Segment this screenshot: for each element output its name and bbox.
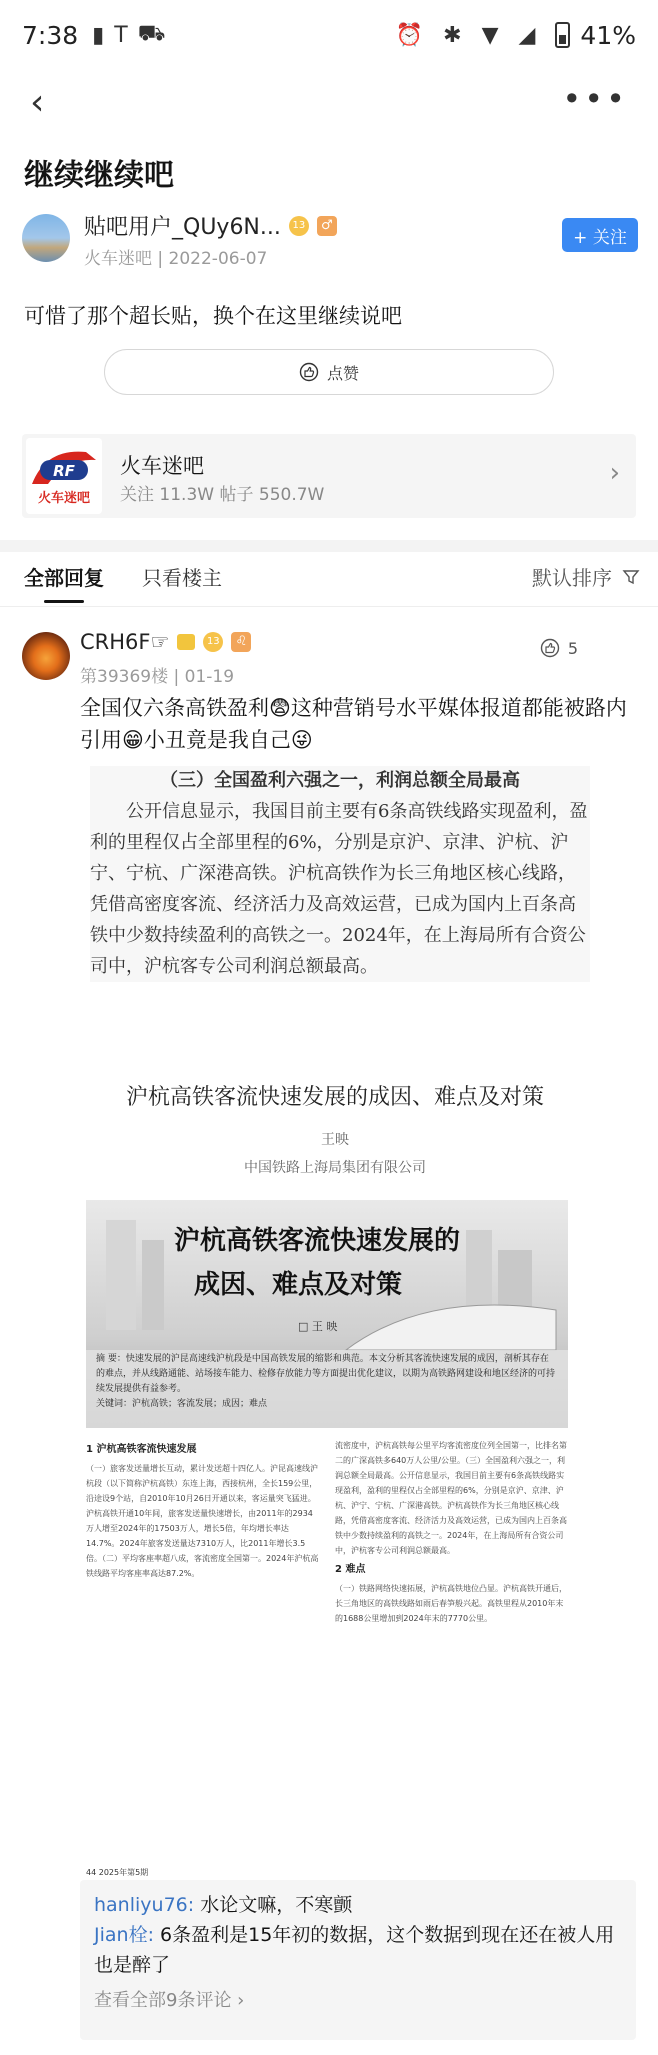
- section-divider: [0, 540, 658, 552]
- reply-author-row: [80, 630, 251, 654]
- gender-icon: ♂: [317, 216, 337, 236]
- avatar[interactable]: [22, 632, 70, 680]
- thumbs-up-icon: [540, 638, 560, 658]
- article-col-left-text: （一）旅客发送量增长互动，累计发送超十四亿人。沪昆高速线沪杭段（以下简称沪杭高铁）东连上海，西接杭州，全长159公里，沿途设9个站，自2010年10月26日开通以来，客运量突飞猛进。沪杭高铁开通10年间，旅客发送量快速增长，由2011年的2934万人增至2024年的17503万人，增长5倍，年均增长率达14.7%。2024年旅客发送量达7310万人，比2011年增长3.5倍。（二）平均客座率超八成，客流密度全国第一。2024年沪杭高铁线路平均客座率高达87.2%。: [86, 1464, 319, 1578]
- sub-comment-text: 6条盈利是15年初的数据，这个数据到现在还在被人用也是醉了: [94, 1924, 615, 1976]
- article-org: 中国铁路上海局集团有限公司: [244, 1160, 426, 1176]
- post-title: 继续继续吧: [24, 158, 174, 193]
- thumbs-up-icon: [299, 362, 319, 382]
- like-button[interactable]: [104, 349, 554, 395]
- article-page-label: 44 2025年第5期: [86, 1868, 149, 1877]
- reply-like-count: 5: [567, 638, 578, 658]
- reply-date: 01-19: [184, 667, 235, 687]
- avatar[interactable]: [22, 214, 70, 262]
- tab-op-only[interactable]: 只看楼主: [142, 566, 222, 590]
- author-name-row: [84, 210, 337, 241]
- sub-comment-user[interactable]: Jian栓: [94, 1924, 148, 1946]
- article-banner: [86, 1200, 568, 1428]
- forum-stats: 关注 11.3W 帖子 550.7W: [120, 485, 325, 505]
- article-image[interactable]: [80, 1068, 590, 1878]
- article-columns: [86, 1438, 568, 1626]
- banner-title-1: 沪杭高铁客流快速发展的: [174, 1226, 461, 1256]
- tab-all-replies[interactable]: 全部回复: [24, 566, 104, 590]
- reply-meta: [80, 662, 234, 687]
- level-badge: 13: [203, 632, 223, 652]
- more-options-icon[interactable]: •••: [562, 80, 628, 118]
- reply-tabs: [0, 552, 658, 607]
- post-body: 可惜了那个超长贴，换个在这里继续说吧: [24, 304, 402, 328]
- bluetooth-icon: ✱: [443, 22, 462, 48]
- clock: 7:38: [22, 20, 79, 50]
- chevron-right-icon: ›: [609, 458, 620, 488]
- active-tab-indicator: [44, 600, 84, 603]
- forum-card[interactable]: [22, 434, 636, 518]
- view-all-comments-link[interactable]: 查看全部9条评论 ›: [94, 1990, 245, 2011]
- article-title: 沪杭高铁客流快速发展的成因、难点及对策: [125, 1085, 544, 1110]
- article-col-right-text: 流密度中，沪杭高铁每公里平均客流密度位列全国第一，比排名第二的广深高铁多640万人公里/公里。（三）全国盈利六强之一，利润总额全局最高。公开信息显示，我国目前主要有6条高铁线路实现盈利，盈利的里程仅占全部里程的6%，分别是京沪、京津、沪杭、沪宁、宁杭、广深港高铁。沪杭高铁作为长三角地区核心线路，凭借高密度客流、经济活力及高效运营，已成为国内上百条高铁中少数持续盈利的高铁之一。2024年，在上海局所有合资公司中，沪杭客专公司利润总额最高。: [335, 1441, 567, 1555]
- reply-text: 全国仅六条高铁盈利😨这种营销号水平媒体报道都能被路内引用😁小丑竟是我自己😜: [80, 696, 627, 752]
- vip-badge-icon: [177, 634, 195, 650]
- article-col-right: [335, 1438, 568, 1626]
- article-col-right-text-2: （一）铁路网络快速拓展，沪杭高铁地位凸显。沪杭高铁开通后，长三角地区的高铁线路如雨后春笋般兴起。高铁里程从2010年末的1688公里增加到2024年末的7770公里。: [335, 1584, 567, 1623]
- battery-icon: [555, 22, 570, 48]
- sub-comment[interactable]: hanliyu76: 水论文嘛，不寒颤: [94, 1894, 353, 1916]
- sub-comment-text: 水论文嘛，不寒颤: [200, 1894, 353, 1916]
- excerpt-heading: （三）全国盈利六强之一，利润总额全局最高: [160, 770, 520, 791]
- post-author-row: [22, 210, 638, 270]
- article-col-left: [86, 1438, 319, 1626]
- sim-icon: ▮: [92, 22, 105, 48]
- level-badge: 13: [289, 216, 309, 236]
- like-label: 点赞: [326, 363, 359, 383]
- article-abstract: 摘 要：快速发展的沪昆高速线沪杭段是中国高铁发展的缩影和典范。本文分析其客流快速发展的成因，剖析其存在的难点，并从线路通能、站场接车能力、检修存放能力等方面提出优化建议，以期为高铁路网建设和地区经济的可持续发展提供有益参考。: [96, 1354, 556, 1394]
- signal-icon: ◢: [518, 22, 536, 48]
- article-author: 王映: [321, 1132, 349, 1148]
- sort-dropdown[interactable]: [532, 562, 640, 591]
- forum-logo: [26, 438, 102, 514]
- excerpt-image[interactable]: [90, 766, 590, 982]
- wifi-icon: ▼: [481, 22, 499, 48]
- article-section-heading: 1 沪杭高铁客流快速发展: [86, 1444, 197, 1455]
- sub-comments: [80, 1880, 636, 2040]
- status-bar: [0, 0, 658, 70]
- reply-like-button[interactable]: [540, 638, 578, 658]
- article-section-heading: 2 难点: [335, 1564, 366, 1575]
- forum-logo-image: [26, 438, 102, 514]
- alarm-icon: ⏰: [395, 22, 424, 48]
- meta-divider: |: [173, 667, 185, 687]
- follow-button[interactable]: + 关注: [562, 218, 638, 252]
- sub-comment-user[interactable]: hanliyu76: [94, 1894, 188, 1916]
- sort-label: 默认排序: [532, 566, 612, 590]
- forum-logo-text: RF: [53, 462, 75, 480]
- reply-author-name[interactable]: CRH6F☞: [80, 630, 170, 654]
- forum-logo-caption: 火车迷吧: [37, 491, 91, 506]
- post-date: 2022-06-07: [168, 249, 268, 269]
- forum-tag[interactable]: 火车迷吧: [84, 249, 152, 269]
- author-meta: [84, 244, 267, 269]
- author-name[interactable]: 贴吧用户_QUy6N...: [84, 215, 281, 240]
- tesla-icon: T: [114, 22, 128, 48]
- banner-title-2: 成因、难点及对策: [194, 1270, 403, 1300]
- banner-author: □ 王 映: [298, 1320, 338, 1333]
- floor-number: 第39369楼: [80, 667, 169, 687]
- back-arrow-icon[interactable]: ‹: [30, 82, 45, 123]
- article-keywords: 关键词：沪杭高铁；客流发展；成因；难点: [96, 1399, 268, 1409]
- forum-name: 火车迷吧: [120, 454, 204, 478]
- nav-bar: [0, 72, 658, 138]
- gender-icon: ♌: [231, 632, 251, 652]
- filter-icon: [622, 568, 640, 586]
- meta-divider: |: [157, 249, 169, 269]
- car-icon: ⛟: [137, 21, 166, 46]
- sub-comment[interactable]: Jian栓: 6条盈利是15年初的数据，这个数据到现在还在被人用也是醉了: [94, 1924, 615, 1976]
- battery-level: 41%: [580, 20, 636, 50]
- excerpt-paragraph: 公开信息显示，我国目前主要有6条高铁线路实现盈利，盈利的里程仅占全部里程的6%，分别是京沪、京津、沪杭、沪宁、宁杭、广深港高铁。沪杭高铁作为长三角地区核心线路，凭借高密度客流、经济活力及高效运营，已成为国内上百条高铁中少数持续盈利的高铁之一。2024年，在上海局所有合资公司中，沪杭客专公司利润总额最高。: [90, 801, 588, 977]
